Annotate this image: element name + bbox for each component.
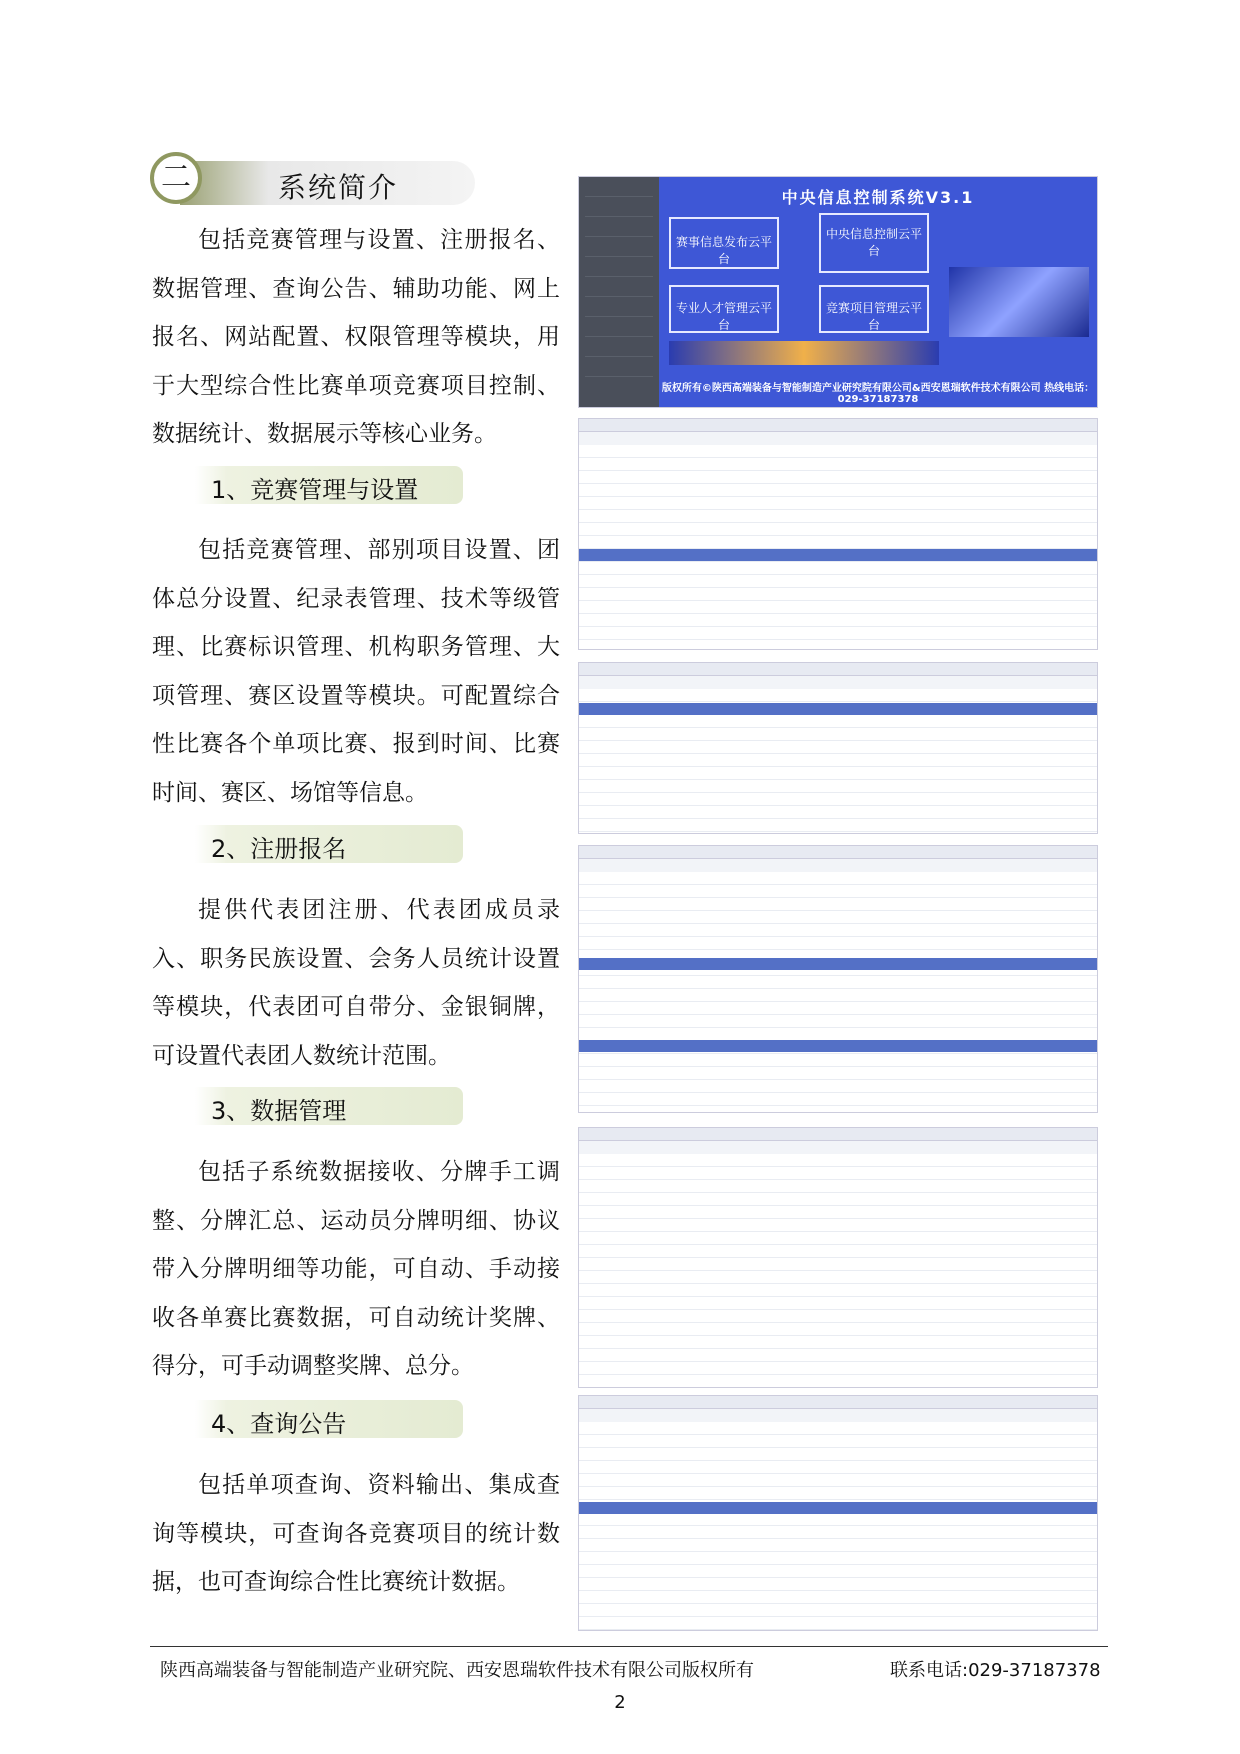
- settings-table: [579, 445, 1097, 649]
- screenshot-project-settings: [578, 418, 1098, 650]
- box-talent: 专业人才管理云平台: [669, 285, 779, 333]
- section-title: 系统简介: [278, 171, 399, 204]
- subsection-heading-3: 3、数据管理: [195, 1087, 463, 1125]
- medal-list-table: [579, 1154, 1097, 1387]
- screenshot-medal-list: [578, 1127, 1098, 1388]
- footer-phone: 联系电话:029-37187378: [890, 1660, 1101, 1681]
- screenshot-delegation-entry: [578, 662, 1098, 834]
- delegation-table: [579, 689, 1097, 833]
- box-central: 中央信息控制云平台: [819, 213, 929, 273]
- section-heading: [150, 152, 475, 206]
- screenshot-control-system: [578, 176, 1098, 408]
- subsection-text-1: 包括竞赛管理、部别项目设置、团体总分设置、纪录表管理、技术等级管理、比赛标识管理、机构职务管理、大项管理、赛区设置等模块。可配置综合性比赛各个单项比赛、报到时间、比赛时间、赛区、场馆等信息。: [152, 537, 560, 806]
- dashboard-title: 中央信息控制系统V3.1: [781, 188, 975, 207]
- screenshot-dashboard: [659, 177, 1097, 407]
- item-details-table: [579, 1422, 1097, 1630]
- subsection-text-3: 包括子系统数据接收、分牌手工调整、分牌汇总、运动员分牌明细、协议带入分牌明细等功能，可自动、手动接收各单赛比赛数据，可自动统计奖牌、得分，可手动调整奖牌、总分。: [152, 1159, 560, 1379]
- subsection-heading-2: 2、注册报名: [195, 825, 463, 863]
- subsection-heading-4: 4、查询公告: [195, 1400, 463, 1438]
- dashboard-footer: 版权所有©陕西高端装备与智能制造产业研究院有限公司&西安恩瑞软件技术有限公司 热线电话：029-37187378: [661, 383, 1095, 405]
- medal-table: [579, 872, 1097, 1112]
- screenshot-sidebar: [579, 177, 659, 407]
- box-publish: 赛事信息发布云平台: [669, 217, 779, 269]
- footer-divider: [150, 1646, 1108, 1647]
- screenshot-medal-summary: [578, 845, 1098, 1113]
- dashboard-image-panel: [949, 267, 1089, 337]
- screenshot-item-details: [578, 1395, 1098, 1631]
- box-competition: 竞赛项目管理云平台: [819, 285, 929, 333]
- intro-paragraph: 包括竞赛管理与设置、注册报名、数据管理、查询公告、辅助功能、网上报名、网站配置、权限管理等模块，用于大型综合性比赛单项竞赛项目控制、数据统计、数据展示等核心业务。: [152, 227, 560, 447]
- subsection-text-2: 提供代表团注册、代表团成员录入、职务民族设置、会务人员统计设置等模块，代表团可自带分、金银铜牌，可设置代表团人数统计范围。: [152, 897, 560, 1069]
- dashboard-image-strip: [669, 341, 939, 365]
- page-number: 2: [614, 1692, 626, 1713]
- subsection-text-4: 包括单项查询、资料输出、集成查询等模块，可查询各竞赛项目的统计数据，也可查询综合性比赛统计数据。: [152, 1472, 560, 1595]
- footer-copyright: 陕西高端装备与智能制造产业研究院、西安恩瑞软件技术有限公司版权所有: [160, 1660, 754, 1681]
- section-number: 二: [150, 152, 202, 204]
- subsection-heading-1: 1、竞赛管理与设置: [195, 466, 463, 504]
